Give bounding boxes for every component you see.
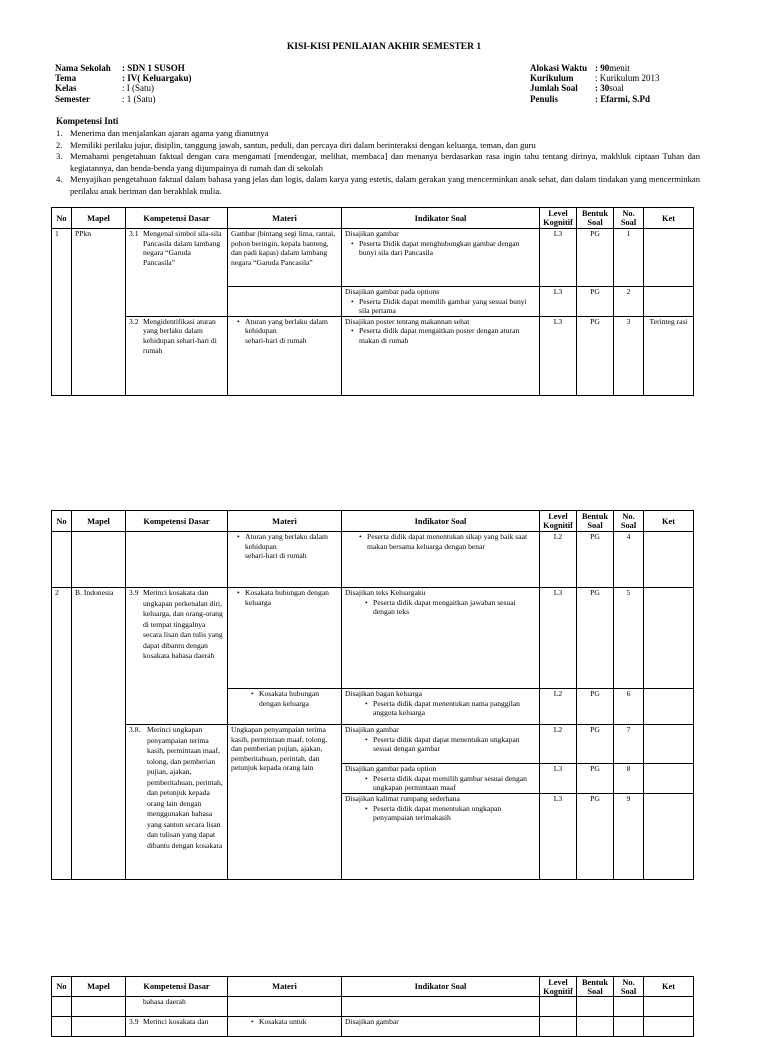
class-label: Kelas — [55, 83, 77, 94]
cell-bentuk: PG — [577, 588, 614, 689]
cell-no: 1 — [52, 229, 72, 396]
ki-item — [56, 151, 700, 174]
col-ket: Ket — [644, 511, 694, 532]
cell-no — [52, 1017, 72, 1037]
table-header-row — [52, 977, 694, 997]
cell-no — [52, 532, 72, 588]
indikator-bullet: • Peserta didik dapat memilih gambar sesuai dengan ungkapan permintaan maaf — [373, 774, 536, 793]
cell-bentuk: PG — [577, 229, 614, 287]
grid-table-1 — [51, 207, 694, 396]
kd-number: 3.8. — [129, 725, 141, 734]
cell-kd — [126, 725, 228, 880]
col-indikator: Indikator Soal — [342, 511, 540, 532]
col-materi: Materi — [228, 208, 342, 229]
indikator-bullet: • Peserta didik dapat dapat menentukan ungkapan sesuai dengan gambar — [373, 735, 536, 754]
indikator-bullet: • Peserta didik dapat mengaitkan poster dengan aturan makan di rumah — [359, 326, 536, 345]
ki-number: 3. — [56, 151, 63, 161]
cell-ket — [644, 1017, 694, 1037]
cell-indikator — [342, 229, 540, 287]
ki-title: Kompetensi Inti — [56, 116, 119, 126]
col-level: Level Kognitif — [540, 208, 577, 229]
cell-level: L2 — [540, 725, 577, 764]
materi-bullet: • Aturan yang berlaku dalam kehidupan — [245, 317, 338, 336]
materi-bullet: • Kosakata untuk — [259, 1017, 338, 1027]
cell-ket — [644, 725, 694, 764]
cell-nosoal: 7 — [614, 725, 644, 764]
cell-mapel: PPkn — [72, 229, 126, 396]
ki-item — [56, 128, 700, 140]
cell-indikator — [342, 764, 540, 794]
theme-label: Tema — [55, 73, 77, 84]
cell-level: L2 — [540, 689, 577, 725]
cell-no: 2 — [52, 588, 72, 880]
kd-text: bahasa daerah — [143, 997, 186, 1006]
ki-list — [56, 128, 700, 197]
cell-ket — [644, 997, 694, 1017]
author-value: : Efarmi, S.Pd — [595, 93, 650, 104]
indikator-bullet: • Peserta didik dapat menentukan nama panggilan anggota keluarga — [373, 699, 536, 718]
cell-mapel: B. Indonesia — [72, 588, 126, 880]
table-header-row — [52, 208, 694, 229]
table-header-row — [52, 511, 694, 532]
cell-kd — [126, 997, 228, 1017]
col-kd: Kompetensi Dasar — [126, 511, 228, 532]
cell-kd — [126, 1017, 228, 1037]
curriculum-value: : Kurikulum 2013 — [595, 73, 660, 84]
cell-nosoal: 1 — [614, 229, 644, 287]
cell-nosoal: 2 — [614, 287, 644, 317]
col-indikator: Indikator Soal — [342, 977, 540, 997]
col-mapel: Mapel — [72, 977, 126, 997]
table-row — [52, 1017, 694, 1037]
cell-materi — [228, 689, 342, 725]
col-nosoal: No. Soal — [614, 511, 644, 532]
col-no: No — [52, 208, 72, 229]
cell-bentuk: PG — [577, 316, 614, 395]
col-ket: Ket — [644, 208, 694, 229]
cell-materi — [228, 316, 342, 395]
cell-ket — [644, 229, 694, 287]
cell-nosoal: 4 — [614, 532, 644, 588]
indikator-bullet: • Peserta didik dapat menentukan ungkapan penyampaian terimakasih — [373, 804, 536, 823]
indikator-bullet: • Peserta Didik dapat memilih gambar yang sesuai bunyi sila pertama — [359, 297, 536, 316]
table-row — [52, 532, 694, 588]
cell-bentuk: PG — [577, 689, 614, 725]
indikator-text: Disajikan gambar — [345, 229, 399, 238]
cell-ket — [644, 794, 694, 880]
cell-indikator — [342, 588, 540, 689]
materi-text: sehari-hari di rumah — [245, 335, 307, 345]
cell-nosoal: 5 — [614, 588, 644, 689]
cell-bentuk: PG — [577, 794, 614, 880]
document-title: KISI-KISI PENILAIAN AKHIR SEMESTER 1 — [286, 42, 482, 52]
indikator-text: Disajikan gambar — [345, 725, 399, 734]
theme-value: : IV( Keluargaku) — [122, 73, 192, 84]
cell-ket — [644, 588, 694, 689]
cell-ket — [644, 287, 694, 317]
table-row — [52, 725, 694, 764]
kd-number: 3.9 — [129, 588, 139, 597]
ki-item — [56, 140, 700, 152]
ki-text: Memahami pengetahuan faktual dengan cara mengamati [mendengar, melihat, membaca] dan menanya berdasarkan rasa ingin tahu tentang dirinya, makhluk ciptaan Tuhan dan kegiatannya, dan benda-benda yang dijumpainya di rumah dan di sekolah — [70, 151, 700, 173]
cell-materi: Gambar (bintang segi lima, rantai, pohon beringin, kepala banteng, dan padi kapas) dalam lambang negara “Garuda Pancasila” — [228, 229, 342, 287]
cell-mapel — [72, 1017, 126, 1037]
col-bentuk: Bentuk Soal — [577, 208, 614, 229]
col-materi: Materi — [228, 977, 342, 997]
cell-bentuk — [577, 997, 614, 1017]
cell-nosoal: 3 — [614, 316, 644, 395]
curriculum-label: Kurikulum — [530, 73, 574, 84]
cell-indikator — [342, 287, 540, 317]
indikator-bullet: • Peserta didik dapat menentukan sikap yang baik saat makan bersama keluarga dengan benar — [367, 532, 536, 551]
cell-nosoal — [614, 1017, 644, 1037]
time-label: Alokasi Waktu — [530, 63, 588, 73]
cell-ket — [644, 764, 694, 794]
cell-level: L3 — [540, 287, 577, 317]
col-kd: Kompetensi Dasar — [126, 977, 228, 997]
cell-level: L3 — [540, 794, 577, 880]
cell-materi — [228, 532, 342, 588]
cell-materi — [228, 1017, 342, 1037]
time-unit: menit — [609, 63, 630, 73]
cell-ket — [644, 689, 694, 725]
semester-label: Semester — [55, 93, 90, 104]
indikator-text: Disajikan teks Keluargaku — [345, 588, 426, 597]
cell-kd — [126, 588, 228, 725]
cell-ket — [644, 532, 694, 588]
cell-level: L3 — [540, 588, 577, 689]
cell-bentuk — [577, 1017, 614, 1037]
table-row — [52, 997, 694, 1017]
header-right-info — [530, 63, 660, 104]
col-kd: Kompetensi Dasar — [126, 208, 228, 229]
school-value: : SDN 1 SUSOH — [122, 63, 185, 73]
question-count-unit: soal — [609, 83, 624, 94]
cell-indikator: Disajikan gambar — [342, 1017, 540, 1037]
time-value: : 90 — [595, 63, 610, 73]
ki-number: 1. — [56, 128, 63, 138]
kd-text: Mengenal simbol sila-sila Pancasila dalam lambang negara “Garuda Pancasila” — [143, 229, 222, 267]
ki-number: 2. — [56, 139, 63, 150]
cell-materi — [228, 287, 342, 317]
class-value: : I (Satu) — [122, 83, 154, 94]
ki-item — [56, 174, 700, 197]
cell-indikator — [342, 532, 540, 588]
materi-bullet: • Aturan yang berlaku dalam kehidupan — [245, 532, 338, 551]
indikator-text: Disajikan gambar pada option — [345, 764, 437, 773]
col-bentuk: Bentuk Soal — [577, 977, 614, 997]
col-nosoal: No. Soal — [614, 208, 644, 229]
cell-mapel — [72, 532, 126, 588]
cell-level: L3 — [540, 764, 577, 794]
table-row — [52, 229, 694, 287]
cell-materi — [228, 588, 342, 689]
col-mapel: Mapel — [72, 208, 126, 229]
cell-nosoal — [614, 997, 644, 1017]
cell-level — [540, 997, 577, 1017]
ki-text: Menerima dan menjalankan ajaran agama yang dianutnya — [70, 128, 269, 138]
ki-text: Memiliki perilaku jujur, disiplin, tanggung jawab, santun, peduli, dan percaya diri dalam berinteraksi dengan keluarga, teman, dan guru — [70, 139, 536, 150]
cell-mapel — [72, 997, 126, 1017]
kd-number: 3.2 — [129, 316, 139, 326]
cell-ket: Terinteg rasi — [644, 316, 694, 395]
cell-materi — [228, 997, 342, 1017]
question-count-value: : 30 — [595, 83, 610, 94]
grid-table-2 — [51, 510, 694, 880]
cell-bentuk: PG — [577, 532, 614, 588]
indikator-text: Disajikan kalimat rumpang sederhana — [345, 794, 460, 803]
cell-nosoal: 9 — [614, 794, 644, 880]
table-row — [52, 316, 694, 395]
grid-table-3 — [51, 976, 694, 1037]
cell-bentuk: PG — [577, 764, 614, 794]
col-bentuk: Bentuk Soal — [577, 511, 614, 532]
author-label: Penulis — [530, 93, 559, 104]
cell-level: L3 — [540, 316, 577, 395]
cell-materi: Ungkapan penyampaian terima kasih, permintaan maaf, tolong, dan pemberian pujian, ajakan, pemberitahuan, perintah, dan petunjuk kepada orang lain — [228, 725, 342, 880]
col-level: Level Kognitif — [540, 977, 577, 997]
cell-indikator — [342, 725, 540, 764]
kd-text: Merinci ungkapan penyampaian terima kasih, permintaan maaf, tolong, dan pemberian pujian, ajakan, pemberitahuan, perintah, dan petunjuk kepada orang lain dengan menggunakan bahasa yang santun secara lisan dan tulisan yang dapat dibantu dengan kosakata — [147, 725, 223, 850]
indikator-text: Disajikan poster tentang makannan sehat — [345, 316, 470, 326]
indikator-text: Disajikan bagan keluarga — [345, 689, 423, 698]
cell-indikator — [342, 997, 540, 1017]
semester-value: : 1 (Satu) — [122, 93, 156, 104]
cell-kd — [126, 316, 228, 395]
col-no: No — [52, 977, 72, 997]
cell-bentuk: PG — [577, 725, 614, 764]
header-left-info — [55, 63, 192, 104]
col-indikator: Indikator Soal — [342, 208, 540, 229]
table-row — [52, 588, 694, 689]
cell-bentuk: PG — [577, 287, 614, 317]
col-nosoal: No. Soal — [614, 977, 644, 997]
cell-indikator — [342, 689, 540, 725]
materi-bullet: • Kosakata hubungan dengan keluarga — [259, 689, 338, 708]
cell-no — [52, 997, 72, 1017]
cell-indikator — [342, 316, 540, 395]
question-count-label: Jumlah Soal — [530, 83, 578, 94]
school-label: Nama Sekolah — [55, 63, 111, 73]
ki-text: Menyajikan pengetahuan faktual dalam bahasa yang jelas dan logis, dalam karya yang estetis, dalam gerakan yang mencerminkan anak sehat, dan dalam tindakan yang mencerminkan perilaku anak beriman dan berakhlak mulia. — [70, 174, 700, 196]
col-materi: Materi — [228, 511, 342, 532]
col-no: No — [52, 511, 72, 532]
kd-number: 3.1 — [129, 229, 139, 238]
materi-bullet: • Kosakata hubungan dengan keluarga — [245, 588, 338, 607]
kd-number: 3.9 — [129, 1017, 139, 1026]
indikator-bullet: • Peserta didik dapat mengaitkan jawaban sesuai dengan teks — [373, 598, 536, 617]
kd-text: Mengidentifikasi aturan yang berlaku dalam kehidupan sehari-hari di rumah — [143, 316, 217, 355]
indikator-bullet: • Peserta Didik dapat menghubungkan gambar dengan bunyi sila dari Pancasila — [359, 239, 536, 258]
cell-nosoal: 8 — [614, 764, 644, 794]
ki-number: 4. — [56, 174, 63, 184]
cell-kd — [126, 532, 228, 588]
col-mapel: Mapel — [72, 511, 126, 532]
cell-level — [540, 1017, 577, 1037]
cell-nosoal: 6 — [614, 689, 644, 725]
cell-level: L3 — [540, 229, 577, 287]
kd-text: Merinci kosakata dan ungkapan perkenalan diri, keluarga, dan orang-orang di tempat tinggalnya secara lisan dan tulis yang dapat dibantu dengan kosakata bahasa daerah — [143, 588, 223, 660]
col-ket: Ket — [644, 977, 694, 997]
materi-text: sehari-hari di rumah — [245, 551, 307, 561]
col-level: Level Kognitif — [540, 511, 577, 532]
kd-text: Merinci kosakata dan — [143, 1017, 209, 1026]
cell-indikator — [342, 794, 540, 880]
cell-level: L2 — [540, 532, 577, 588]
cell-kd — [126, 229, 228, 317]
indikator-text: Disajikan gambar pada options — [345, 287, 440, 296]
